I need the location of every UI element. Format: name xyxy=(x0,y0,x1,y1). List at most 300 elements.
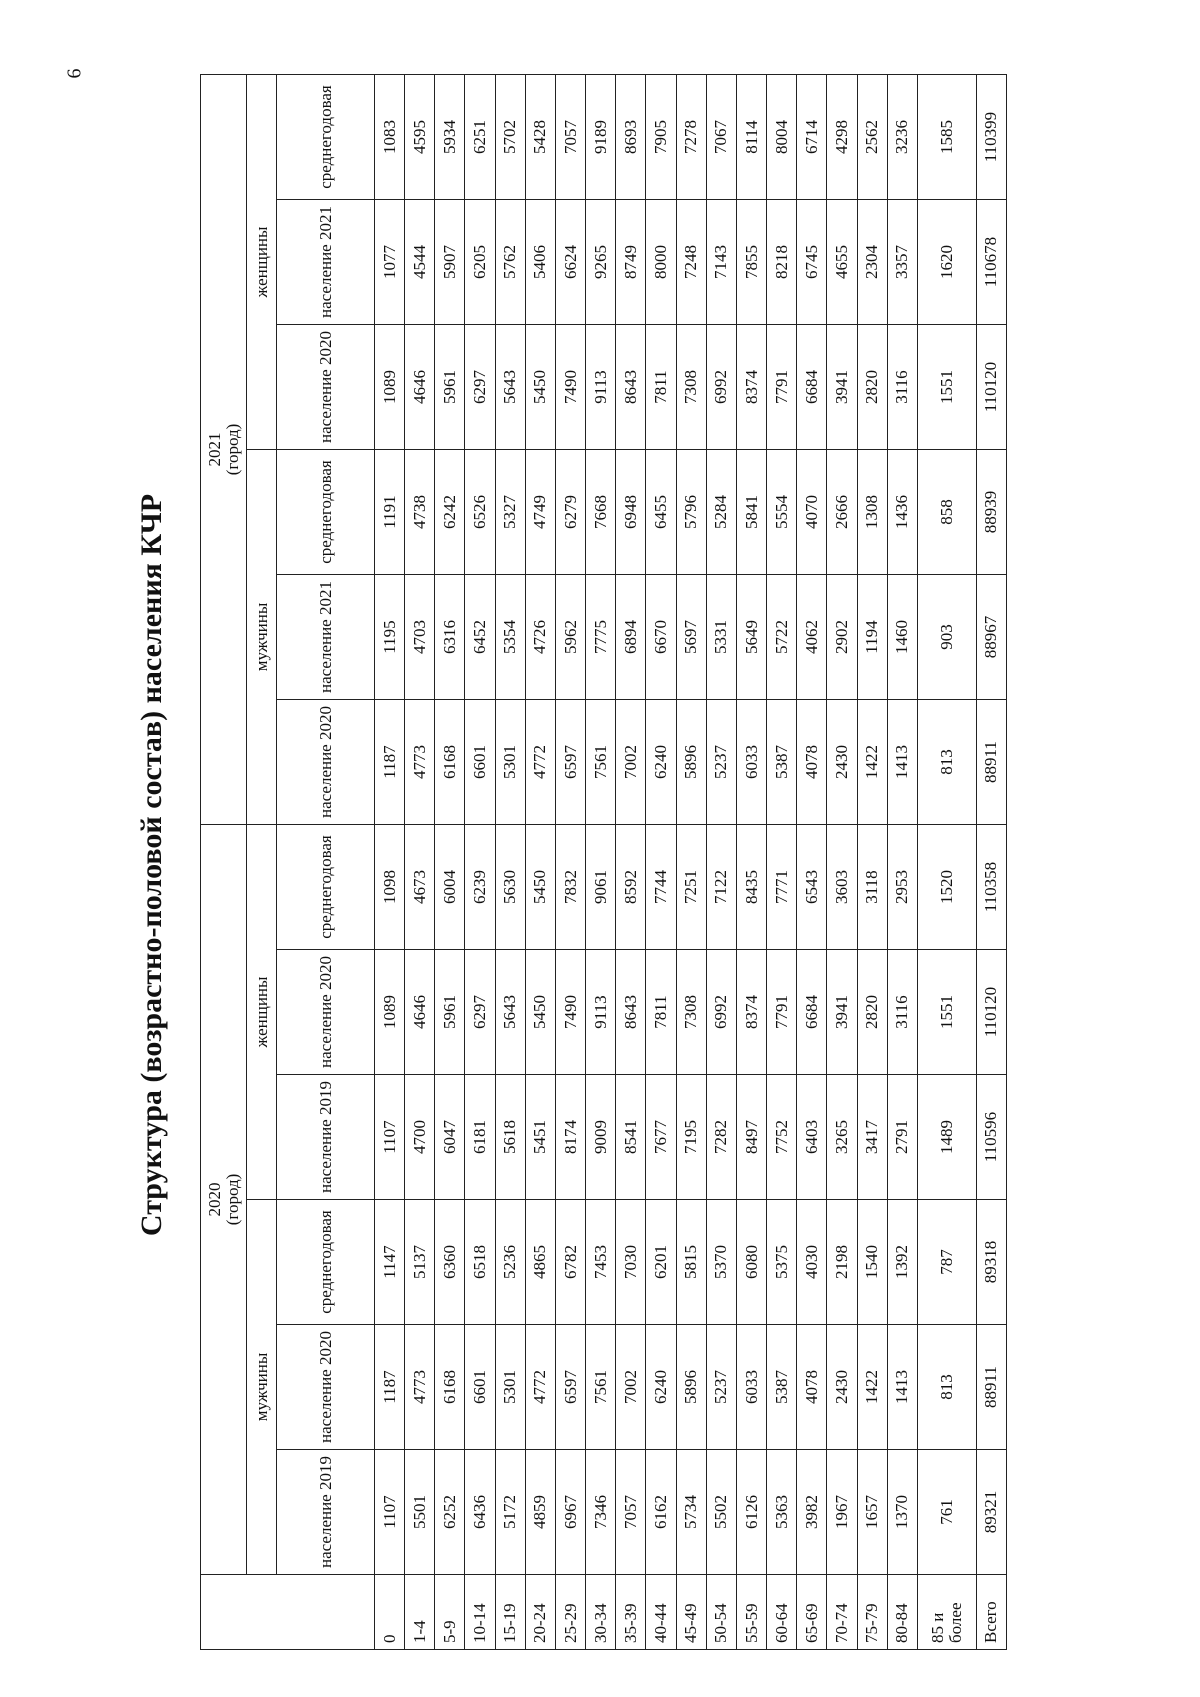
value-cell: 7771 xyxy=(767,825,797,950)
column-header: среднегодовая xyxy=(277,450,375,575)
value-cell: 1083 xyxy=(375,75,405,200)
value-cell: 5962 xyxy=(555,575,585,700)
value-cell: 1195 xyxy=(375,575,405,700)
value-cell: 4298 xyxy=(827,75,857,200)
value-cell: 5387 xyxy=(767,700,797,825)
table-row xyxy=(375,75,405,1650)
value-cell: 88967 xyxy=(976,575,1006,700)
value-cell: 8643 xyxy=(616,950,646,1075)
table-row xyxy=(827,75,857,1650)
value-cell: 4646 xyxy=(405,950,435,1075)
value-cell: 2820 xyxy=(857,325,887,450)
value-cell: 1657 xyxy=(857,1450,887,1575)
age-group-cell: 5-9 xyxy=(435,1575,465,1650)
value-cell: 6992 xyxy=(706,325,736,450)
value-cell: 7561 xyxy=(586,700,616,825)
value-cell: 7002 xyxy=(616,1325,646,1450)
value-cell: 1089 xyxy=(375,325,405,450)
value-cell: 6252 xyxy=(435,1450,465,1575)
value-cell: 7195 xyxy=(676,1075,706,1200)
value-cell: 88911 xyxy=(976,1325,1006,1450)
column-header: население 2019 xyxy=(277,1450,375,1575)
value-cell: 1520 xyxy=(917,825,976,950)
value-cell: 1413 xyxy=(887,1325,917,1450)
value-cell: 7308 xyxy=(676,325,706,450)
value-cell: 1436 xyxy=(887,450,917,575)
year-sublabel: (город) xyxy=(222,423,242,476)
value-cell: 6297 xyxy=(465,325,495,450)
value-cell: 5762 xyxy=(495,200,525,325)
value-cell: 6992 xyxy=(706,950,736,1075)
value-cell: 9061 xyxy=(586,825,616,950)
age-group-cell: 25-29 xyxy=(555,1575,585,1650)
age-group-cell: 40-44 xyxy=(646,1575,676,1650)
value-cell: 7057 xyxy=(616,1450,646,1575)
value-cell: 7067 xyxy=(706,75,736,200)
value-cell: 2430 xyxy=(827,1325,857,1450)
age-header xyxy=(201,1575,375,1650)
value-cell: 6624 xyxy=(555,200,585,325)
value-cell: 5502 xyxy=(706,1450,736,1575)
table-row xyxy=(676,75,706,1650)
value-cell: 4773 xyxy=(405,700,435,825)
value-cell: 7143 xyxy=(706,200,736,325)
column-header: среднегодовая xyxy=(277,1200,375,1325)
value-cell: 6684 xyxy=(797,325,827,450)
value-cell: 8218 xyxy=(767,200,797,325)
table-row xyxy=(495,75,525,1650)
age-group-cell: 0 xyxy=(375,1575,405,1650)
value-cell: 1422 xyxy=(857,700,887,825)
value-cell: 6162 xyxy=(646,1450,676,1575)
sex-header: мужчины xyxy=(247,1200,277,1575)
value-cell: 1308 xyxy=(857,450,887,575)
value-cell: 5841 xyxy=(736,450,766,575)
value-cell: 6967 xyxy=(555,1450,585,1575)
value-cell: 110399 xyxy=(976,75,1006,200)
value-cell: 110120 xyxy=(976,325,1006,450)
value-cell: 3357 xyxy=(887,200,917,325)
value-cell: 2902 xyxy=(827,575,857,700)
value-cell: 6948 xyxy=(616,450,646,575)
value-cell: 6518 xyxy=(465,1200,495,1325)
value-cell: 5284 xyxy=(706,450,736,575)
value-cell: 6597 xyxy=(555,1325,585,1450)
value-cell: 6670 xyxy=(646,575,676,700)
value-cell: 9113 xyxy=(586,950,616,1075)
value-cell: 1620 xyxy=(917,200,976,325)
column-header: население 2019 xyxy=(277,1075,375,1200)
value-cell: 5363 xyxy=(767,1450,797,1575)
value-cell: 1489 xyxy=(917,1075,976,1200)
age-group-cell: 70-74 xyxy=(827,1575,857,1650)
value-cell: 110596 xyxy=(976,1075,1006,1200)
value-cell: 1392 xyxy=(887,1200,917,1325)
value-cell: 9265 xyxy=(586,200,616,325)
table-row xyxy=(767,75,797,1650)
value-cell: 1370 xyxy=(887,1450,917,1575)
value-cell: 7490 xyxy=(555,325,585,450)
table-row xyxy=(616,75,646,1650)
year-label: 2021 xyxy=(204,432,224,467)
value-cell: 7282 xyxy=(706,1075,736,1200)
value-cell: 6240 xyxy=(646,700,676,825)
value-cell: 5354 xyxy=(495,575,525,700)
value-cell: 4062 xyxy=(797,575,827,700)
value-cell: 8374 xyxy=(736,950,766,1075)
table-body xyxy=(375,75,1007,1650)
value-cell: 5649 xyxy=(736,575,766,700)
value-cell: 1098 xyxy=(375,825,405,950)
table-row xyxy=(525,75,555,1650)
value-cell: 4655 xyxy=(827,200,857,325)
table-row-total xyxy=(976,75,1006,1650)
value-cell: 8693 xyxy=(616,75,646,200)
value-cell: 3417 xyxy=(857,1075,887,1200)
value-cell: 8174 xyxy=(555,1075,585,1200)
value-cell: 4070 xyxy=(797,450,827,575)
value-cell: 6168 xyxy=(435,700,465,825)
value-cell: 7030 xyxy=(616,1200,646,1325)
value-cell: 1107 xyxy=(375,1450,405,1575)
table-row xyxy=(646,75,676,1650)
value-cell: 2953 xyxy=(887,825,917,950)
value-cell: 8497 xyxy=(736,1075,766,1200)
value-cell: 858 xyxy=(917,450,976,575)
value-cell: 5237 xyxy=(706,700,736,825)
value-cell: 1422 xyxy=(857,1325,887,1450)
age-group-cell: 35-39 xyxy=(616,1575,646,1650)
value-cell: 6526 xyxy=(465,450,495,575)
value-cell: 4773 xyxy=(405,1325,435,1450)
value-cell: 1194 xyxy=(857,575,887,700)
value-cell: 6080 xyxy=(736,1200,766,1325)
table-row xyxy=(917,75,976,1650)
value-cell: 4078 xyxy=(797,700,827,825)
value-cell: 903 xyxy=(917,575,976,700)
value-cell: 1413 xyxy=(887,700,917,825)
value-cell: 5301 xyxy=(495,700,525,825)
value-cell: 7811 xyxy=(646,325,676,450)
age-group-cell: 85 и более xyxy=(917,1575,976,1650)
value-cell: 1187 xyxy=(375,1325,405,1450)
value-cell: 7752 xyxy=(767,1075,797,1200)
value-cell: 3116 xyxy=(887,950,917,1075)
value-cell: 88939 xyxy=(976,450,1006,575)
value-cell: 7453 xyxy=(586,1200,616,1325)
column-header: среднегодовая xyxy=(277,825,375,950)
year-header xyxy=(201,825,247,1575)
age-group-cell: 15-19 xyxy=(495,1575,525,1650)
value-cell: 2198 xyxy=(827,1200,857,1325)
value-cell: 7122 xyxy=(706,825,736,950)
value-cell: 7668 xyxy=(586,450,616,575)
value-cell: 7308 xyxy=(676,950,706,1075)
value-cell: 1967 xyxy=(827,1450,857,1575)
value-cell: 5406 xyxy=(525,200,555,325)
value-cell: 3118 xyxy=(857,825,887,950)
value-cell: 4772 xyxy=(525,700,555,825)
value-cell: 5643 xyxy=(495,950,525,1075)
value-cell: 1147 xyxy=(375,1200,405,1325)
value-cell: 88911 xyxy=(976,700,1006,825)
value-cell: 5934 xyxy=(435,75,465,200)
value-cell: 6597 xyxy=(555,700,585,825)
value-cell: 6181 xyxy=(465,1075,495,1200)
value-cell: 1107 xyxy=(375,1075,405,1200)
value-cell: 6239 xyxy=(465,825,495,950)
value-cell: 8374 xyxy=(736,325,766,450)
value-cell: 5702 xyxy=(495,75,525,200)
table-wrapper xyxy=(200,75,1007,1650)
value-cell: 5554 xyxy=(767,450,797,575)
age-group-cell: 20-24 xyxy=(525,1575,555,1650)
value-cell: 7677 xyxy=(646,1075,676,1200)
value-cell: 5961 xyxy=(435,325,465,450)
value-cell: 7490 xyxy=(555,950,585,1075)
value-cell: 7278 xyxy=(676,75,706,200)
column-header: население 2020 xyxy=(277,700,375,825)
value-cell: 8592 xyxy=(616,825,646,950)
table-row xyxy=(405,75,435,1650)
age-group-cell: Всего xyxy=(976,1575,1006,1650)
value-cell: 6745 xyxy=(797,200,827,325)
value-cell: 5331 xyxy=(706,575,736,700)
population-table xyxy=(200,74,1007,1650)
value-cell: 5815 xyxy=(676,1200,706,1325)
age-group-cell: 1-4 xyxy=(405,1575,435,1650)
value-cell: 5896 xyxy=(676,1325,706,1450)
value-cell: 89318 xyxy=(976,1200,1006,1325)
value-cell: 5387 xyxy=(767,1325,797,1450)
value-cell: 5961 xyxy=(435,950,465,1075)
value-cell: 6452 xyxy=(465,575,495,700)
value-cell: 4030 xyxy=(797,1200,827,1325)
value-cell: 6126 xyxy=(736,1450,766,1575)
value-cell: 2820 xyxy=(857,950,887,1075)
value-cell: 6240 xyxy=(646,1325,676,1450)
age-group-cell: 10-14 xyxy=(465,1575,495,1650)
value-cell: 4700 xyxy=(405,1075,435,1200)
value-cell: 4544 xyxy=(405,200,435,325)
value-cell: 9113 xyxy=(586,325,616,450)
value-cell: 761 xyxy=(917,1450,976,1575)
value-cell: 787 xyxy=(917,1200,976,1325)
table-row xyxy=(857,75,887,1650)
age-group-cell: 50-54 xyxy=(706,1575,736,1650)
value-cell: 2666 xyxy=(827,450,857,575)
value-cell: 5722 xyxy=(767,575,797,700)
table-header xyxy=(201,75,375,1650)
value-cell: 6601 xyxy=(465,1325,495,1450)
value-cell: 8749 xyxy=(616,200,646,325)
value-cell: 4859 xyxy=(525,1450,555,1575)
sex-header: женщины xyxy=(247,75,277,450)
value-cell: 3236 xyxy=(887,75,917,200)
age-group-cell: 75-79 xyxy=(857,1575,887,1650)
table-row xyxy=(797,75,827,1650)
column-header: население 2020 xyxy=(277,950,375,1075)
page-number: 6 xyxy=(63,68,86,79)
value-cell: 6205 xyxy=(465,200,495,325)
value-cell: 1551 xyxy=(917,950,976,1075)
value-cell: 4726 xyxy=(525,575,555,700)
value-cell: 9189 xyxy=(586,75,616,200)
value-cell: 110358 xyxy=(976,825,1006,950)
value-cell: 6782 xyxy=(555,1200,585,1325)
value-cell: 1540 xyxy=(857,1200,887,1325)
age-group-cell: 30-34 xyxy=(586,1575,616,1650)
value-cell: 1460 xyxy=(887,575,917,700)
value-cell: 5796 xyxy=(676,450,706,575)
value-cell: 6033 xyxy=(736,700,766,825)
value-cell: 8435 xyxy=(736,825,766,950)
value-cell: 7855 xyxy=(736,200,766,325)
value-cell: 5172 xyxy=(495,1450,525,1575)
value-cell: 6403 xyxy=(797,1075,827,1200)
value-cell: 5643 xyxy=(495,325,525,450)
value-cell: 5375 xyxy=(767,1200,797,1325)
value-cell: 8004 xyxy=(767,75,797,200)
value-cell: 9009 xyxy=(586,1075,616,1200)
table-row xyxy=(736,75,766,1650)
column-header: население 2021 xyxy=(277,200,375,325)
value-cell: 2304 xyxy=(857,200,887,325)
value-cell: 5734 xyxy=(676,1450,706,1575)
value-cell: 7791 xyxy=(767,950,797,1075)
value-cell: 8114 xyxy=(736,75,766,200)
value-cell: 6251 xyxy=(465,75,495,200)
value-cell: 7251 xyxy=(676,825,706,950)
value-cell: 1191 xyxy=(375,450,405,575)
value-cell: 5450 xyxy=(525,825,555,950)
value-cell: 5501 xyxy=(405,1450,435,1575)
value-cell: 1089 xyxy=(375,950,405,1075)
value-cell: 7791 xyxy=(767,325,797,450)
value-cell: 110120 xyxy=(976,950,1006,1075)
value-cell: 5370 xyxy=(706,1200,736,1325)
column-header: население 2021 xyxy=(277,575,375,700)
column-header: население 2020 xyxy=(277,1325,375,1450)
value-cell: 6601 xyxy=(465,700,495,825)
age-group-cell: 65-69 xyxy=(797,1575,827,1650)
column-header: среднегодовая xyxy=(277,75,375,200)
page-title: Структура (возрастно-половой состав) населения КЧР xyxy=(135,493,168,1237)
value-cell: 813 xyxy=(917,1325,976,1450)
year-sublabel: (город) xyxy=(222,1173,242,1226)
value-cell: 1585 xyxy=(917,75,976,200)
value-cell: 6894 xyxy=(616,575,646,700)
value-cell: 5327 xyxy=(495,450,525,575)
value-cell: 7832 xyxy=(555,825,585,950)
table-row xyxy=(435,75,465,1650)
value-cell: 6360 xyxy=(435,1200,465,1325)
value-cell: 4078 xyxy=(797,1325,827,1450)
value-cell: 4865 xyxy=(525,1200,555,1325)
value-cell: 4673 xyxy=(405,825,435,950)
value-cell: 7775 xyxy=(586,575,616,700)
value-cell: 7561 xyxy=(586,1325,616,1450)
age-group-cell: 80-84 xyxy=(887,1575,917,1650)
value-cell: 110678 xyxy=(976,200,1006,325)
value-cell: 6684 xyxy=(797,950,827,1075)
value-cell: 6316 xyxy=(435,575,465,700)
value-cell: 5236 xyxy=(495,1200,525,1325)
value-cell: 6047 xyxy=(435,1075,465,1200)
value-cell: 5697 xyxy=(676,575,706,700)
value-cell: 7248 xyxy=(676,200,706,325)
value-cell: 1077 xyxy=(375,200,405,325)
table-row xyxy=(706,75,736,1650)
value-cell: 7744 xyxy=(646,825,676,950)
value-cell: 7811 xyxy=(646,950,676,1075)
column-header: население 2020 xyxy=(277,325,375,450)
table-row xyxy=(465,75,495,1650)
value-cell: 6714 xyxy=(797,75,827,200)
value-cell: 5450 xyxy=(525,325,555,450)
value-cell: 8643 xyxy=(616,325,646,450)
value-cell: 5428 xyxy=(525,75,555,200)
value-cell: 4703 xyxy=(405,575,435,700)
value-cell: 5907 xyxy=(435,200,465,325)
value-cell: 6543 xyxy=(797,825,827,950)
sex-header: мужчины xyxy=(247,450,277,825)
table-row xyxy=(586,75,616,1650)
value-cell: 7002 xyxy=(616,700,646,825)
value-cell: 4646 xyxy=(405,325,435,450)
value-cell: 7057 xyxy=(555,75,585,200)
value-cell: 4772 xyxy=(525,1325,555,1450)
value-cell: 3941 xyxy=(827,325,857,450)
value-cell: 5618 xyxy=(495,1075,525,1200)
value-cell: 6297 xyxy=(465,950,495,1075)
value-cell: 4738 xyxy=(405,450,435,575)
value-cell: 5630 xyxy=(495,825,525,950)
age-group-cell: 55-59 xyxy=(736,1575,766,1650)
value-cell: 4749 xyxy=(525,450,555,575)
value-cell: 1551 xyxy=(917,325,976,450)
year-header xyxy=(201,75,247,825)
value-cell: 3603 xyxy=(827,825,857,950)
value-cell: 6201 xyxy=(646,1200,676,1325)
value-cell: 3982 xyxy=(797,1450,827,1575)
value-cell: 1187 xyxy=(375,700,405,825)
sex-header: женщины xyxy=(247,825,277,1200)
value-cell: 5451 xyxy=(525,1075,555,1200)
value-cell: 8541 xyxy=(616,1075,646,1200)
value-cell: 7905 xyxy=(646,75,676,200)
value-cell: 6279 xyxy=(555,450,585,575)
value-cell: 2430 xyxy=(827,700,857,825)
value-cell: 4595 xyxy=(405,75,435,200)
age-group-cell: 60-64 xyxy=(767,1575,797,1650)
value-cell: 5450 xyxy=(525,950,555,1075)
value-cell: 2791 xyxy=(887,1075,917,1200)
value-cell: 8000 xyxy=(646,200,676,325)
value-cell: 3941 xyxy=(827,950,857,1075)
value-cell: 6033 xyxy=(736,1325,766,1450)
table-row xyxy=(555,75,585,1650)
year-label: 2020 xyxy=(204,1182,224,1217)
value-cell: 6455 xyxy=(646,450,676,575)
value-cell: 5896 xyxy=(676,700,706,825)
value-cell: 813 xyxy=(917,700,976,825)
value-cell: 6436 xyxy=(465,1450,495,1575)
value-cell: 7346 xyxy=(586,1450,616,1575)
age-group-cell: 45-49 xyxy=(676,1575,706,1650)
value-cell: 6004 xyxy=(435,825,465,950)
value-cell: 3116 xyxy=(887,325,917,450)
